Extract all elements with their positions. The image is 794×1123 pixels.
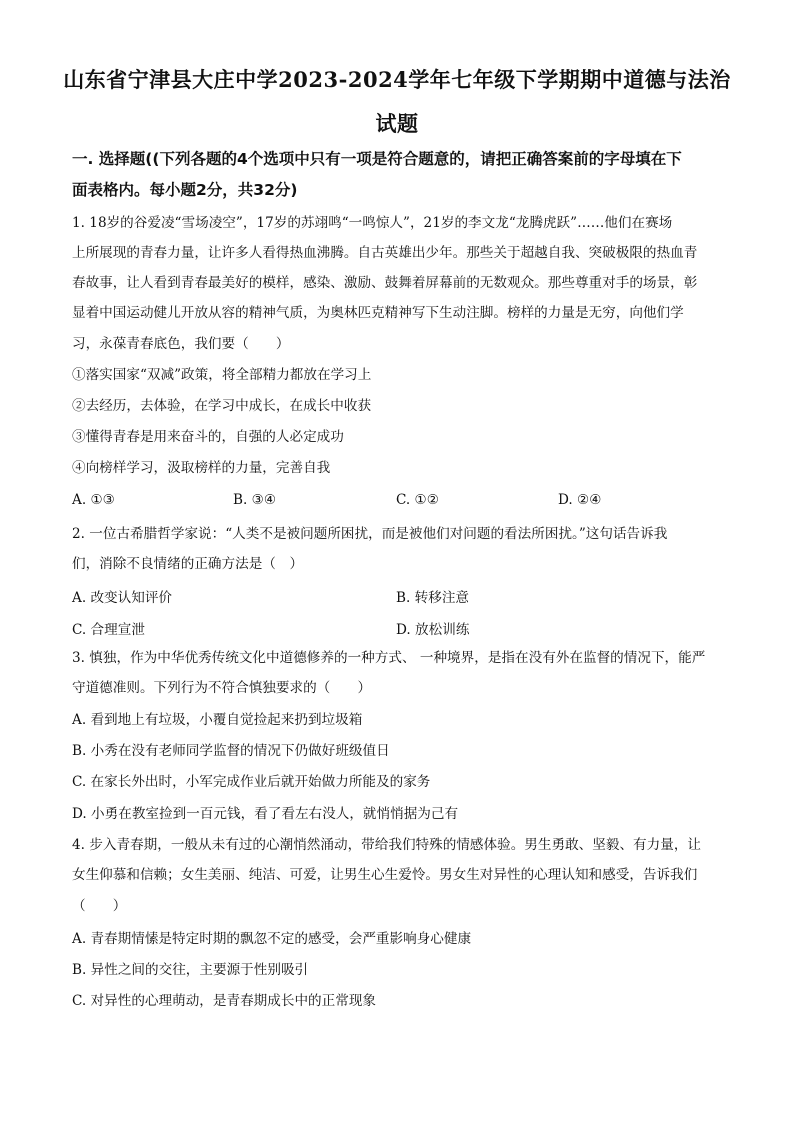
- q4-option-c: C. 对异性的心理萌动，是青春期成长中的正常现象: [72, 993, 377, 1009]
- q1-stem-line: 1. 18岁的谷爱凌“雪场凌空”，17岁的苏翊鸣“一鸣惊人”，21岁的李文龙“龙腾虎跃”……他们在赛场: [72, 215, 673, 231]
- q2-option-a: A. 改变认知评价: [72, 590, 173, 606]
- q3-option-d: D. 小勇在教室捡到一百元钱，看了看左右没人，就悄悄据为己有: [72, 806, 459, 822]
- q1-stem-line: 春故事，让人看到青春最美好的模样，感染、激励、鼓舞着屏幕前的无数观众。那些尊重对手的场景，彰: [72, 275, 698, 291]
- q2-stem-line: 们，消除不良情绪的正确方法是（ ）: [72, 556, 304, 572]
- q4-stem-line: 女生仰慕和信赖；女生美丽、纯洁、可爱，让男生心生爱怜。男女生对异性的心理认知和感受，告诉我们: [72, 867, 698, 883]
- q4-option-b: B. 异性之间的交往，主要源于性别吸引: [72, 962, 309, 978]
- q1-option-a: A. ①③: [72, 492, 115, 508]
- q2-option-b: B. 转移注意: [396, 590, 470, 606]
- q1-stem-line: 显着中国运动健儿开放从容的精神气质，为奥林匹克精神写下生动注脚。榜样的力量是无穷，向他们学: [72, 305, 684, 321]
- section-heading-line-2: 面表格内。每小题2分，共32分): [72, 181, 298, 199]
- q4-stem-line: 4. 步入青春期，一般从未有过的心潮悄然涌动，带给我们特殊的情感体验。男生勇敢、坚毅、有力量，让: [72, 837, 702, 853]
- q1-option-c: C. ①②: [396, 492, 439, 508]
- q4-option-a: A. 青春期情愫是特定时期的飘忽不定的感受，会严重影响身心健康: [72, 931, 472, 947]
- q1-item: ①落实国家“双减”政策，将全部精力都放在学习上: [72, 367, 372, 383]
- q3-stem-line: 守道德准则。下列行为不符合慎独要求的（ ）: [72, 680, 372, 696]
- q3-option-c: C. 在家长外出时，小军完成作业后就开始做力所能及的家务: [72, 774, 431, 790]
- q3-option-b: B. 小秀在没有老师同学监督的情况下仍做好班级值日: [72, 743, 390, 759]
- exam-title-line-1: 山东省宁津县大庄中学2023-2024学年七年级下学期期中道德与法治: [63, 67, 731, 92]
- section-heading-line-1: 一. 选择题((下列各题的4个选项中只有一项是符合题意的，请把正确答案前的字母填在下: [72, 150, 682, 168]
- q2-option-d: D. 放松训练: [396, 622, 470, 638]
- exam-title-line-2: 试题: [375, 111, 419, 136]
- q3-stem-line: 3. 慎独，作为中华优秀传统文化中道德修养的一种方式、 一种境界，是指在没有外在监督的情况下，能严: [72, 650, 706, 666]
- q1-option-b: B. ③④: [233, 492, 277, 508]
- q2-option-c: C. 合理宣泄: [72, 622, 145, 638]
- q1-stem-line: 上所展现的青春力量，让许多人看得热血沸腾。自古英雄出少年。那些关于超越自我、突破极限的热血青: [72, 245, 698, 261]
- q2-stem-line: 2. 一位古希腊哲学家说：“人类不是被问题所困扰，而是被他们对问题的看法所困扰。”这句话告诉我: [72, 526, 668, 542]
- q3-option-a: A. 看到地上有垃圾，小覆自觉捡起来扔到垃圾箱: [72, 712, 363, 728]
- q4-stem-line: （ ）: [72, 898, 127, 914]
- q1-option-d: D. ②④: [558, 492, 602, 508]
- q1-item: ②去经历，去体验，在学习中成长，在成长中收获: [72, 398, 372, 414]
- q1-stem-line: 习，永葆青春底色，我们要（ ）: [72, 336, 290, 352]
- q1-item: ④向榜样学习，汲取榜样的力量，完善自我: [72, 460, 331, 476]
- q1-item: ③懂得青春是用来奋斗的，自强的人必定成功: [72, 429, 344, 445]
